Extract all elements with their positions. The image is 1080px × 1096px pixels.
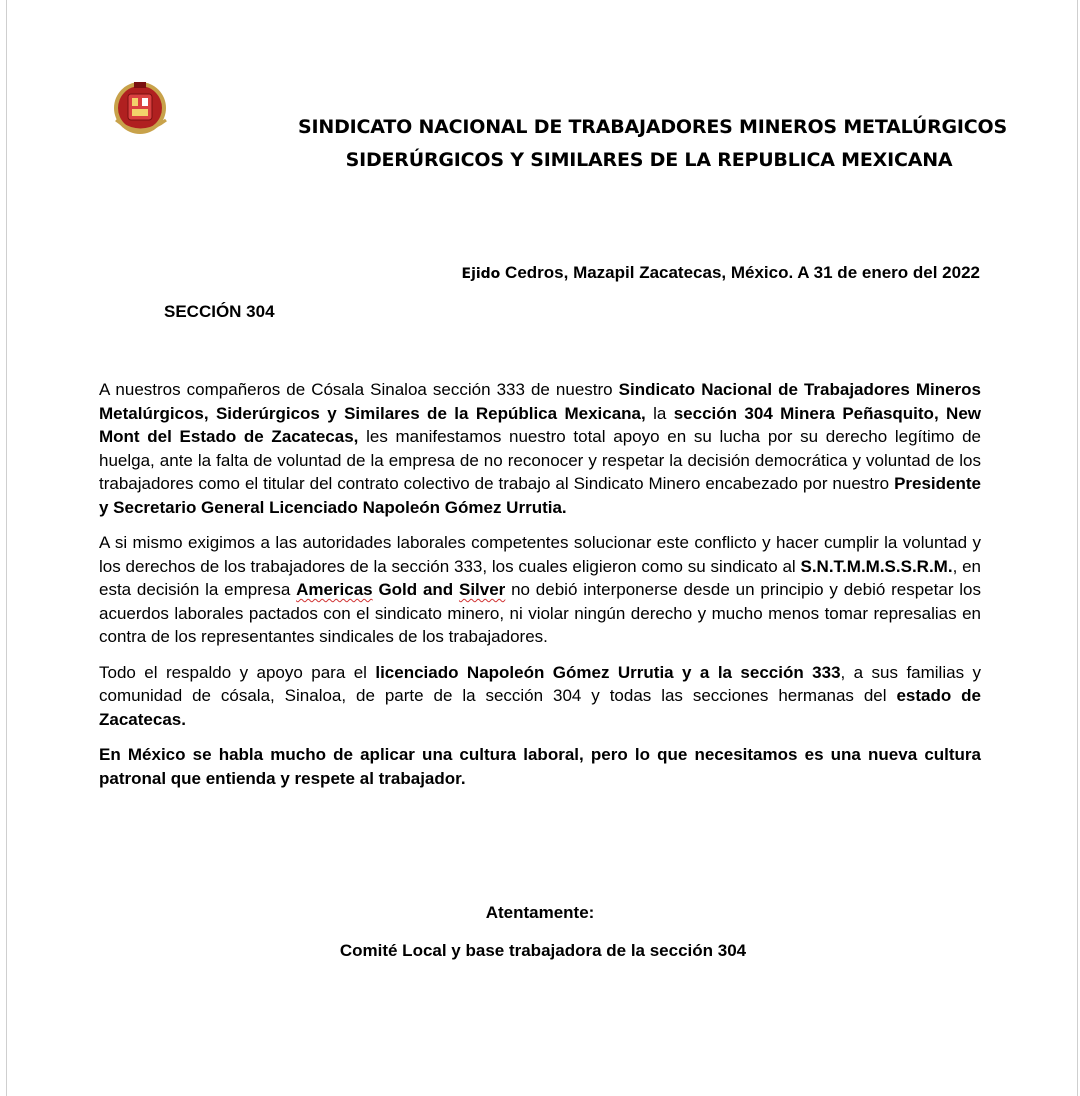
paragraph-4 — [99, 743, 981, 790]
date-line — [462, 263, 981, 283]
paragraph-3 — [99, 661, 981, 732]
header-title-line1: SINDICATO NACIONAL DE TRABAJADORES MINEROS METALÚRGICOS — [298, 116, 1007, 138]
paragraph-1 — [99, 378, 981, 519]
section-label: SECCIÓN 304 — [164, 302, 275, 321]
p3-text-1: Todo el respaldo y apoyo para el — [99, 662, 376, 682]
p1-bold-1: Sindicato Nacional de Trabajadores Mineros Metalúrgicos, Siderúrgicos y Similares de la República Mexicana, — [99, 380, 981, 423]
p2-company-americas: Americas — [296, 580, 373, 599]
p1-bold-3: Presidente y Secretario General Licenciado Napoleón Gómez Urrutia. — [99, 474, 981, 517]
p3-text-2: , a sus familias y comunidad de cósala, Sinaloa, de parte de la sección 304 y todas las secciones hermanas del — [99, 662, 981, 705]
p2-text-3: no debió interponerse desde un principio y debió respetar los acuerdos laborales pactados con el sindicato minero, ni violar ningún derecho y mucho menos tomar represalias en contra de los representantes sindicales de los trabajadores. — [99, 580, 982, 646]
p3-bold-1: licenciado Napoleón Gómez Urrutia y a la sección 333 — [375, 662, 841, 682]
p2-company-gold-and: Gold and — [372, 580, 459, 599]
p2-company-silver: Silver — [458, 580, 506, 599]
p2-bold-1: S.N.T.M.M.S.S.R.M. — [800, 556, 953, 576]
p1-text-1: A nuestros compañeros de Cósala Sinaloa sección 333 de nuestro — [99, 380, 619, 399]
date-text: Cedros, Mazapil Zacatecas, México. A 31 de enero del 2022 — [505, 263, 980, 282]
closing-salutation: Atentamente: — [485, 903, 595, 922]
p1-bold-2: sección 304 Minera Peñasquito, New Mont del Estado de Zacatecas, — [99, 403, 981, 446]
p4-bold-1: En México se habla mucho de aplicar una cultura laboral, pero lo que necesitamos es una nueva cultura patronal que entienda y respete al trabajador. — [99, 745, 981, 788]
p2-text-1: A si mismo exigimos a las autoridades laborales competentes solucionar este conflicto y hacer cumplir la voluntad y los derechos de los trabajadores de la sección 333, los cuales eligieron como su sindicato al — [99, 533, 981, 576]
paragraph-2 — [99, 531, 981, 649]
header-title-line2: SIDERÚRGICOS Y SIMILARES DE LA REPUBLICA MEXICANA — [345, 149, 953, 171]
p1-text-3: les manifestamos nuestro total apoyo en su lucha por su derecho legítimo de huelga, ante la falta de voluntad de la empresa de no reconocer y respetar la decisión democrática y voluntad de los trabajadores como el titular del contrato colectivo de trabajo al Sindicato Minero encabezado por nuestro — [99, 427, 981, 493]
page-edge-left — [6, 0, 7, 1096]
p3-bold-2: estado de Zacatecas. — [99, 686, 981, 729]
date-prefix: Ejido — [461, 266, 501, 282]
p2-text-2: , en esta decisión la empresa — [99, 556, 981, 599]
letter-body — [99, 378, 981, 802]
p1-text-2: la — [645, 403, 674, 423]
closing-signatory: Comité Local y base trabajadora de la sección 304 — [339, 941, 747, 960]
